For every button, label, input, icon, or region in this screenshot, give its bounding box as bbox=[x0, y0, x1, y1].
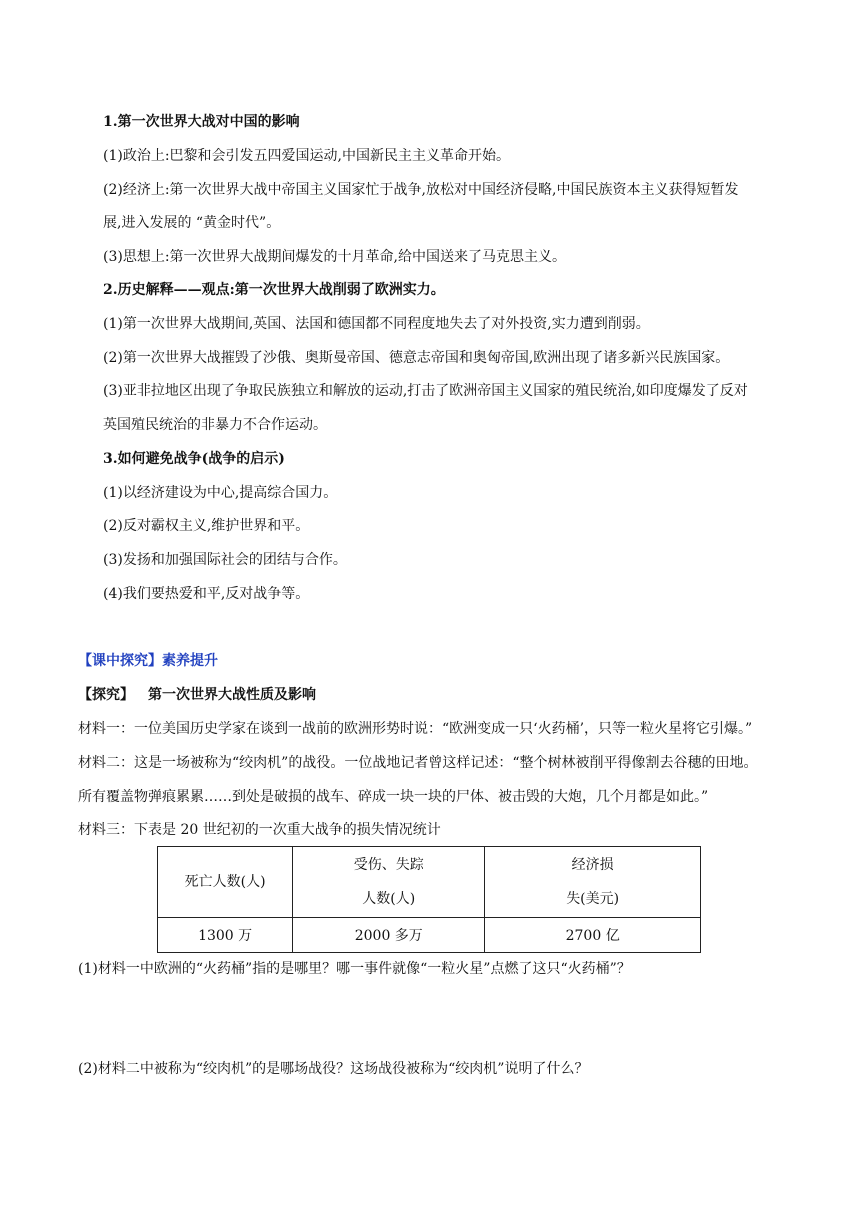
section3-heading: 3.如何避免战争(战争的启示) bbox=[103, 451, 285, 467]
cell-deaths: 1300 万 bbox=[158, 918, 293, 953]
inquiry-section-title: 【课中探究】素养提升 bbox=[78, 653, 218, 669]
question-2: (2)材料二中被称为“绞肉机”的是哪场战役？这场战役被称为“绞肉机”说明了什么？ bbox=[78, 1061, 589, 1077]
section1-item: (1)政治上:巴黎和会引发五四爱国运动,中国新民主主义革命开始。 bbox=[103, 148, 510, 164]
loss-statistics-table bbox=[157, 846, 701, 953]
header-injured-line2: 人数(人) bbox=[362, 891, 416, 907]
header-injured-line1: 受伤、失踪 bbox=[353, 857, 424, 873]
table-header-row bbox=[158, 847, 701, 918]
table-header-cell bbox=[293, 847, 485, 918]
section3-item: (4)我们要热爱和平,反对战争等。 bbox=[103, 586, 310, 602]
section1-heading: 1.第一次世界大战对中国的影响 bbox=[103, 114, 300, 130]
cell-injured: 2000 多万 bbox=[293, 918, 485, 953]
section3-item: (2)反对霸权主义,维护世界和平。 bbox=[103, 518, 310, 534]
material-3: 材料三：下表是 20 世纪初的一次重大战争的损失情况统计 bbox=[78, 822, 441, 838]
inquiry-title-label: 【探究】 bbox=[78, 687, 134, 703]
material-2-line2: 所有覆盖物弹痕累累……到处是破损的战车、碎成一块一块的尸体、被击毁的大炮，几个月都是如此。” bbox=[78, 789, 709, 805]
table-header-cell bbox=[158, 847, 293, 918]
section2-heading: 2.历史解释——观点:第一次世界大战削弱了欧洲实力。 bbox=[103, 282, 445, 298]
section2-item: (2)第一次世界大战摧毁了沙俄、奥斯曼帝国、德意志帝国和奥匈帝国,欧洲出现了诸多新兴民族国家。 bbox=[103, 350, 730, 366]
header-deaths: 死亡人数(人) bbox=[184, 874, 266, 890]
section2-item: 英国殖民统治的非暴力不合作运动。 bbox=[103, 417, 327, 433]
section2-item: (1)第一次世界大战期间,英国、法国和德国都不同程度地失去了对外投资,实力遭到削弱。 bbox=[103, 316, 650, 332]
material-2-line1: 材料二：这是一场被称为“绞肉机”的战役。一位战地记者曾这样记述：“整个树林被削平得像割去谷穗的田地。 bbox=[78, 755, 758, 771]
table-header-cell bbox=[485, 847, 701, 918]
header-economic-line1: 经济损 bbox=[571, 857, 614, 873]
inquiry-title bbox=[78, 685, 316, 705]
section3-item: (1)以经济建设为中心,提高综合国力。 bbox=[103, 485, 338, 501]
header-economic-line2: 失(美元) bbox=[566, 891, 620, 907]
section3-item: (3)发扬和加强国际社会的团结与合作。 bbox=[103, 552, 347, 568]
section2-item: (3)亚非拉地区出现了争取民族独立和解放的运动,打击了欧洲帝国主义国家的殖民统治,如印度爆发了反对 bbox=[103, 383, 748, 399]
table-row bbox=[158, 918, 701, 953]
section1-item: (2)经济上:第一次世界大战中帝国主义国家忙于战争,放松对中国经济侵略,中国民族资本主义获得短暂发 bbox=[103, 182, 739, 198]
section1-item: (3)思想上:第一次世界大战期间爆发的十月革命,给中国送来了马克思主义。 bbox=[103, 249, 566, 265]
material-1: 材料一：一位美国历史学家在谈到一战前的欧洲形势时说：“欧洲变成一只‘火药桶’，只等一粒火星将它引爆。” bbox=[78, 721, 753, 737]
inquiry-title-text: 第一次世界大战性质及影响 bbox=[148, 687, 316, 703]
cell-economic: 2700 亿 bbox=[485, 918, 701, 953]
section1-item: 展,进入发展的 “黄金时代”。 bbox=[103, 215, 281, 231]
question-1: (1)材料一中欧洲的“火药桶”指的是哪里？哪一事件就像“一粒火星”点燃了这只“火药桶”？ bbox=[78, 961, 631, 977]
